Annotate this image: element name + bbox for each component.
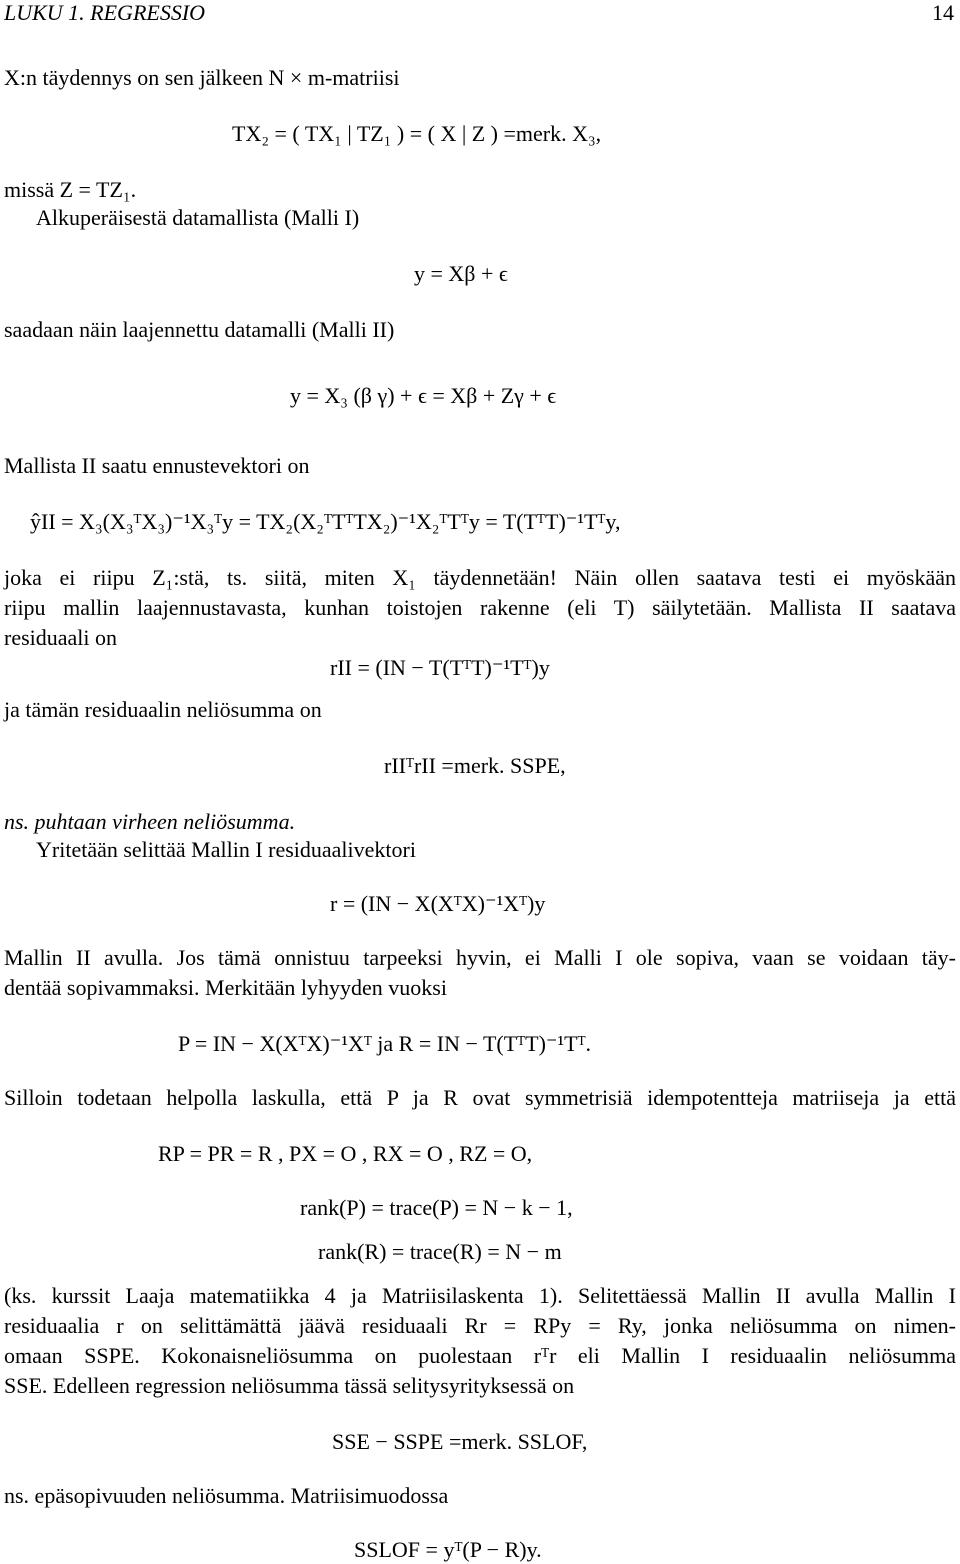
paragraph-independence-line3: residuaali on xyxy=(4,625,118,650)
paragraph-courses-line2: residuaalia r on selittämättä jäävä residuaali Rr = RPy = Ry, jonka neliösumma on nimen- xyxy=(4,1313,956,1338)
paragraph-prediction-vector: Mallista II saatu ennustevektori on xyxy=(4,453,310,478)
paragraph-lack-of-fit: ns. epäsopivuuden neliösumma. Matriisimuodossa xyxy=(4,1483,449,1508)
equation-residual-one: r = (IN − X(XᵀX)⁻¹Xᵀ)y xyxy=(330,891,546,916)
paragraph-model-two-line1: Mallin II avulla. Jos tämä onnistuu tarpeeksi hyvin, ei Malli I ole sopiva, vaan se voidaan täy- xyxy=(4,945,956,970)
equation-text: TX₂ = ( TX₁ | TZ₁ ) = ( X | Z ) =merk. X₃, xyxy=(232,121,602,146)
equation-residual-two: rII = (IN − T(TᵀT)⁻¹Tᵀ)y xyxy=(330,655,550,680)
page-number: 14 xyxy=(932,0,954,25)
paragraph-intro: X:n täydennys on sen jälkeen N × m-matriisi xyxy=(4,65,400,90)
paragraph-original-model: Alkuperäisestä datamallista (Malli I) xyxy=(36,205,360,230)
chapter-header: LUKU 1. REGRESSIO xyxy=(4,0,206,25)
paragraph-courses-line3: omaan SSPE. Kokonaisneliösumma on puolestaan rᵀr eli Mallin I residuaalin neliösumma xyxy=(4,1343,956,1368)
equation-p-and-r: P = IN − X(XᵀX)⁻¹Xᵀ ja R = IN − T(TᵀT)⁻¹Tᵀ. xyxy=(178,1031,592,1056)
equation-model-two: y = X₃ (β γ) + ϵ = Xβ + Zγ + ϵ xyxy=(290,383,557,408)
paragraph-courses-line1: (ks. kurssit Laaja matematiikka 4 ja Matriisilaskenta 1). Selitettäessä Mallin II avulla Mallin I xyxy=(4,1283,956,1308)
equation-sslof-matrix: SSLOF = yᵀ(P − R)y. xyxy=(354,1537,542,1562)
paragraph-courses-line4: SSE. Edelleen regression neliösumma tässä selitysyrityksessä on xyxy=(4,1373,575,1398)
equation-model-one: y = Xβ + ϵ xyxy=(414,261,508,286)
paragraph-symmetric: Silloin todetaan helpolla laskulla, että P ja R ovat symmetrisiä idempotentteja matriiseja ja että xyxy=(4,1085,956,1110)
equation-rank-p: rank(P) = trace(P) = N − k − 1, xyxy=(300,1195,573,1220)
paragraph-independence-line2: riipu mallin laajennustavasta, kunhan toistojen rakenne (eli T) säilytetään. Mallista II saatava xyxy=(4,595,956,620)
paragraph-explain-residual: Yritetään selittää Mallin I residuaalivektori xyxy=(36,837,416,862)
paragraph-residual-sum: ja tämän residuaalin neliösumma on xyxy=(4,697,322,722)
equation-tx2 xyxy=(232,120,601,148)
paragraph-model-two-line2: dentää sopivammaksi. Merkitään lyhyyden vuoksi xyxy=(4,975,447,1000)
paragraph-where-z: missä Z = TZ₁. xyxy=(4,177,137,202)
equation-sslof: SSE − SSPE =merk. SSLOF, xyxy=(332,1429,588,1454)
paragraph-pure-error: ns. puhtaan virheen neliösumma. xyxy=(4,809,296,834)
equation-prediction: ŷII = X₃(X₃ᵀX₃)⁻¹X₃ᵀy = TX₂(X₂ᵀTᵀTX₂)⁻¹X₂ᵀTᵀy = T(TᵀT)⁻¹Tᵀy, xyxy=(30,509,621,534)
equation-products: RP = PR = R , PX = O , RX = O , RZ = O, xyxy=(158,1141,533,1166)
paragraph-independence-line1: joka ei riipu Z₁:stä, ts. siitä, miten X₁ täydennetään! Näin ollen saatava testi ei myöskään xyxy=(4,565,956,590)
paragraph-extended-model: saadaan näin laajennettu datamalli (Malli II) xyxy=(4,317,395,342)
equation-sspe: rIIᵀrII =merk. SSPE, xyxy=(384,753,566,778)
equation-rank-r: rank(R) = trace(R) = N − m xyxy=(318,1239,562,1264)
